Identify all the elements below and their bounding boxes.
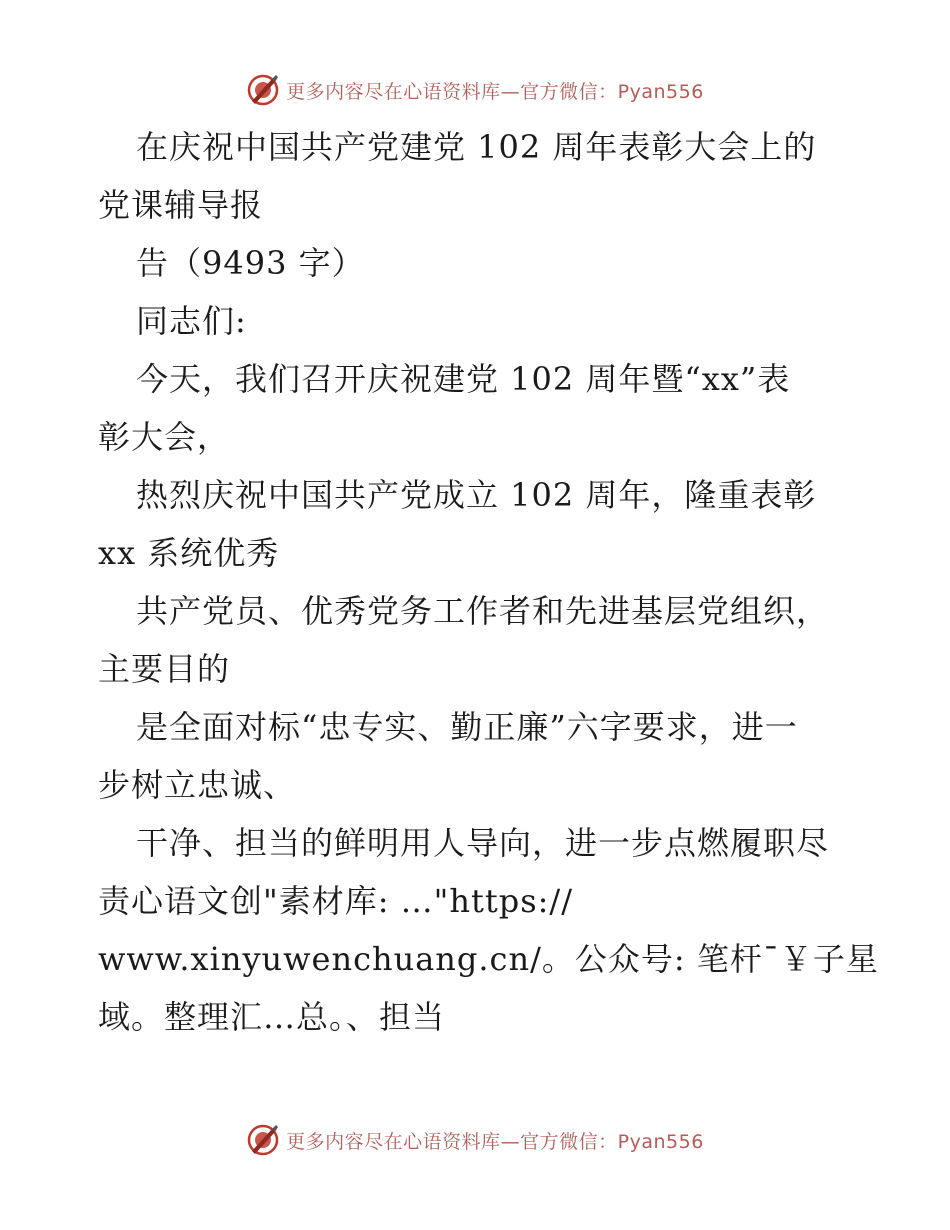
salutation: 同志们: — [136, 302, 247, 340]
header-banner-text: 更多内容尽在心语资料库—官方微信：Pyan556 — [286, 80, 704, 103]
header-banner — [0, 70, 950, 110]
footer-banner — [0, 1120, 950, 1160]
paragraph-line: 主要目的 — [98, 650, 231, 688]
paragraph-line: 步树立忠诚、 — [98, 766, 297, 804]
title-line-3: 告（9493 字） — [136, 244, 365, 282]
document-body — [98, 118, 879, 1046]
paragraph-line: 热烈庆祝中国共产党成立 102 周年，隆重表彰 — [136, 476, 817, 514]
paragraph-line: 共产党员、优秀党务工作者和先进基层党组织， — [136, 592, 830, 630]
pen-seal-logo-icon — [246, 73, 280, 107]
paragraph-line: 干净、担当的鲜明用人导向，进一步点燃履职尽 — [136, 824, 830, 862]
paragraph-line: 域。整理汇…总。、担当 — [98, 998, 446, 1036]
paragraph-line: 今天，我们召开庆祝建党 102 周年暨“xx”表 — [136, 360, 791, 398]
paragraph-line: 责心语文创"素材库: …"https:// — [98, 882, 573, 920]
title-line-2: 党课辅导报 — [98, 186, 264, 224]
paragraph-line: 彰大会， — [98, 418, 231, 456]
footer-banner-text: 更多内容尽在心语资料库—官方微信：Pyan556 — [286, 1130, 704, 1153]
pen-seal-logo-icon — [246, 1123, 280, 1157]
paragraph-line: www.xinyuwenchuang.cn/。公众号: 笔杆¯￥子星 — [98, 940, 879, 978]
title-line-1: 在庆祝中国共产党建党 102 周年表彰大会上的 — [136, 128, 817, 166]
paragraph-line: 是全面对标“忠专实、勤正廉”六字要求，进一 — [136, 708, 798, 746]
paragraph-line: xx 系统优秀 — [98, 534, 280, 572]
